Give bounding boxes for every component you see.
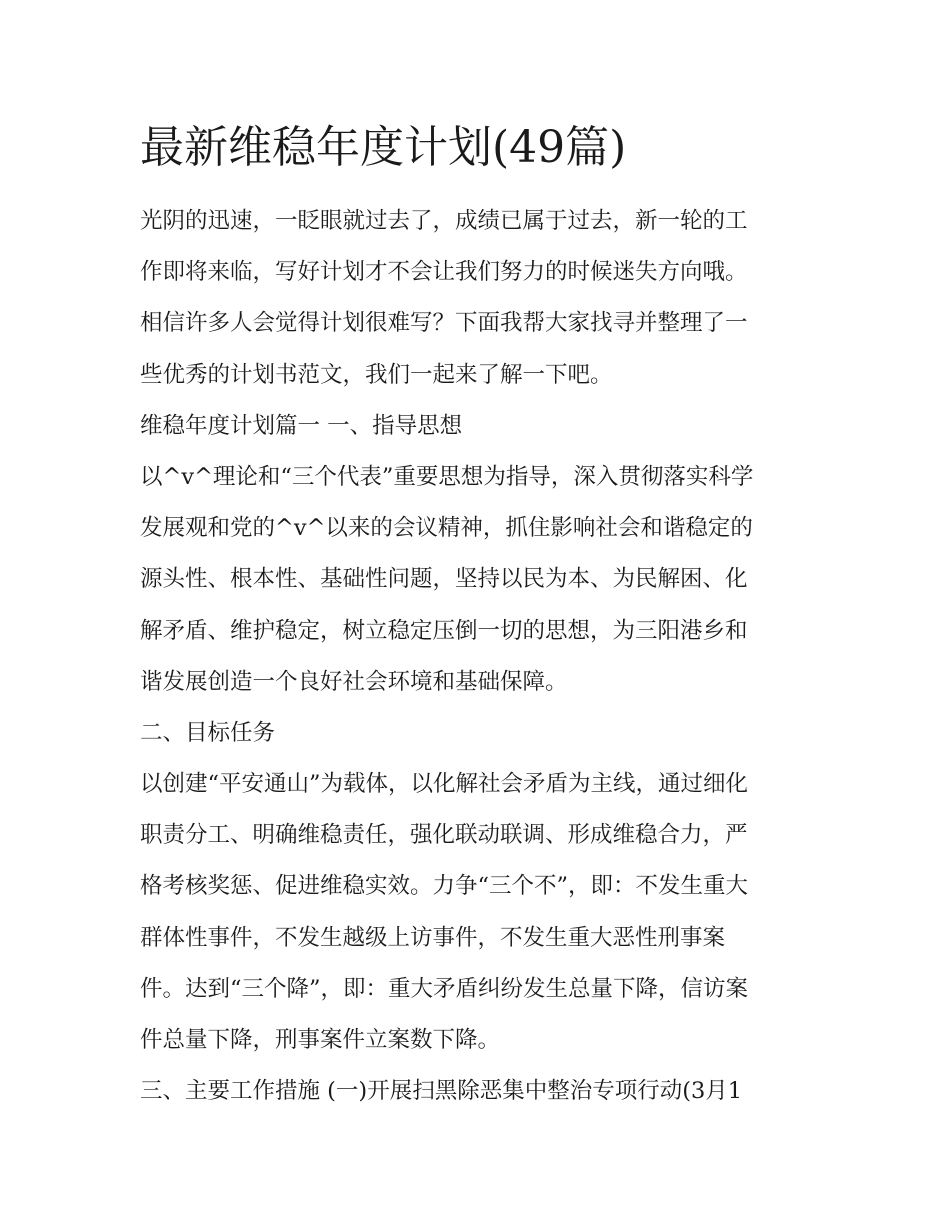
paragraph-line: 解矛盾、维护稳定，树立稳定压倒一切的思想，为三阳港乡和 — [140, 617, 748, 644]
paragraph-line: 源头性、根本性、基础性问题，坚持以民为本、为民解困、化 — [140, 566, 748, 593]
paragraph-line: 群体性事件，不发生越级上访事件，不发生重大恶性刑事案 — [140, 924, 726, 951]
intro-line-2: 作即将来临，写好计划才不会让我们努力的时候迷失方向哦。 — [140, 259, 748, 286]
section-heading-goals: 二、目标任务 — [140, 719, 276, 746]
paragraph-line: 以创建“平安通山”为载体，以化解社会矛盾为主线，通过细化 — [140, 771, 749, 798]
intro-line-3: 相信许多人会觉得计划很难写？下面我帮大家找寻并整理了一 — [140, 310, 748, 337]
paragraph-line: 件。达到“三个降”，即：重大矛盾纠纷发生总量下降，信访案 — [140, 975, 749, 1002]
document-title: 最新维稳年度计划(49篇) — [140, 122, 627, 173]
paragraph-line: 件总量下降，刑事案件立案数下降。 — [140, 1027, 501, 1053]
paragraph-line: 格考核奖惩、促进维稳实效。力争“三个不”，即：不发生重大 — [140, 873, 749, 900]
paragraph-line: 职责分工、明确维稳责任，强化联动联调、形成维稳合力，严 — [140, 822, 748, 849]
document-body — [140, 196, 812, 1117]
paragraph-line: 发展观和党的^v^以来的会议精神，抓住影响社会和谐稳定的 — [140, 515, 753, 542]
section-heading-measures: 三、主要工作措施 (一)开展扫黑除恶集中整治专项行动(3月1 — [140, 1078, 743, 1105]
paragraph-line: 以^v^理论和“三个代表”重要思想为指导，深入贯彻落实科学 — [140, 463, 754, 490]
paragraph-line: 谐发展创造一个良好社会环境和基础保障。 — [140, 668, 568, 695]
intro-line-1: 光阴的迅速，一眨眼就过去了，成绩已属于过去，新一轮的工 — [140, 208, 748, 234]
section-heading-guiding-thought: 维稳年度计划篇一 一、指导思想 — [140, 412, 463, 439]
intro-line-4: 些优秀的计划书范文，我们一起来了解一下吧。 — [140, 361, 613, 388]
